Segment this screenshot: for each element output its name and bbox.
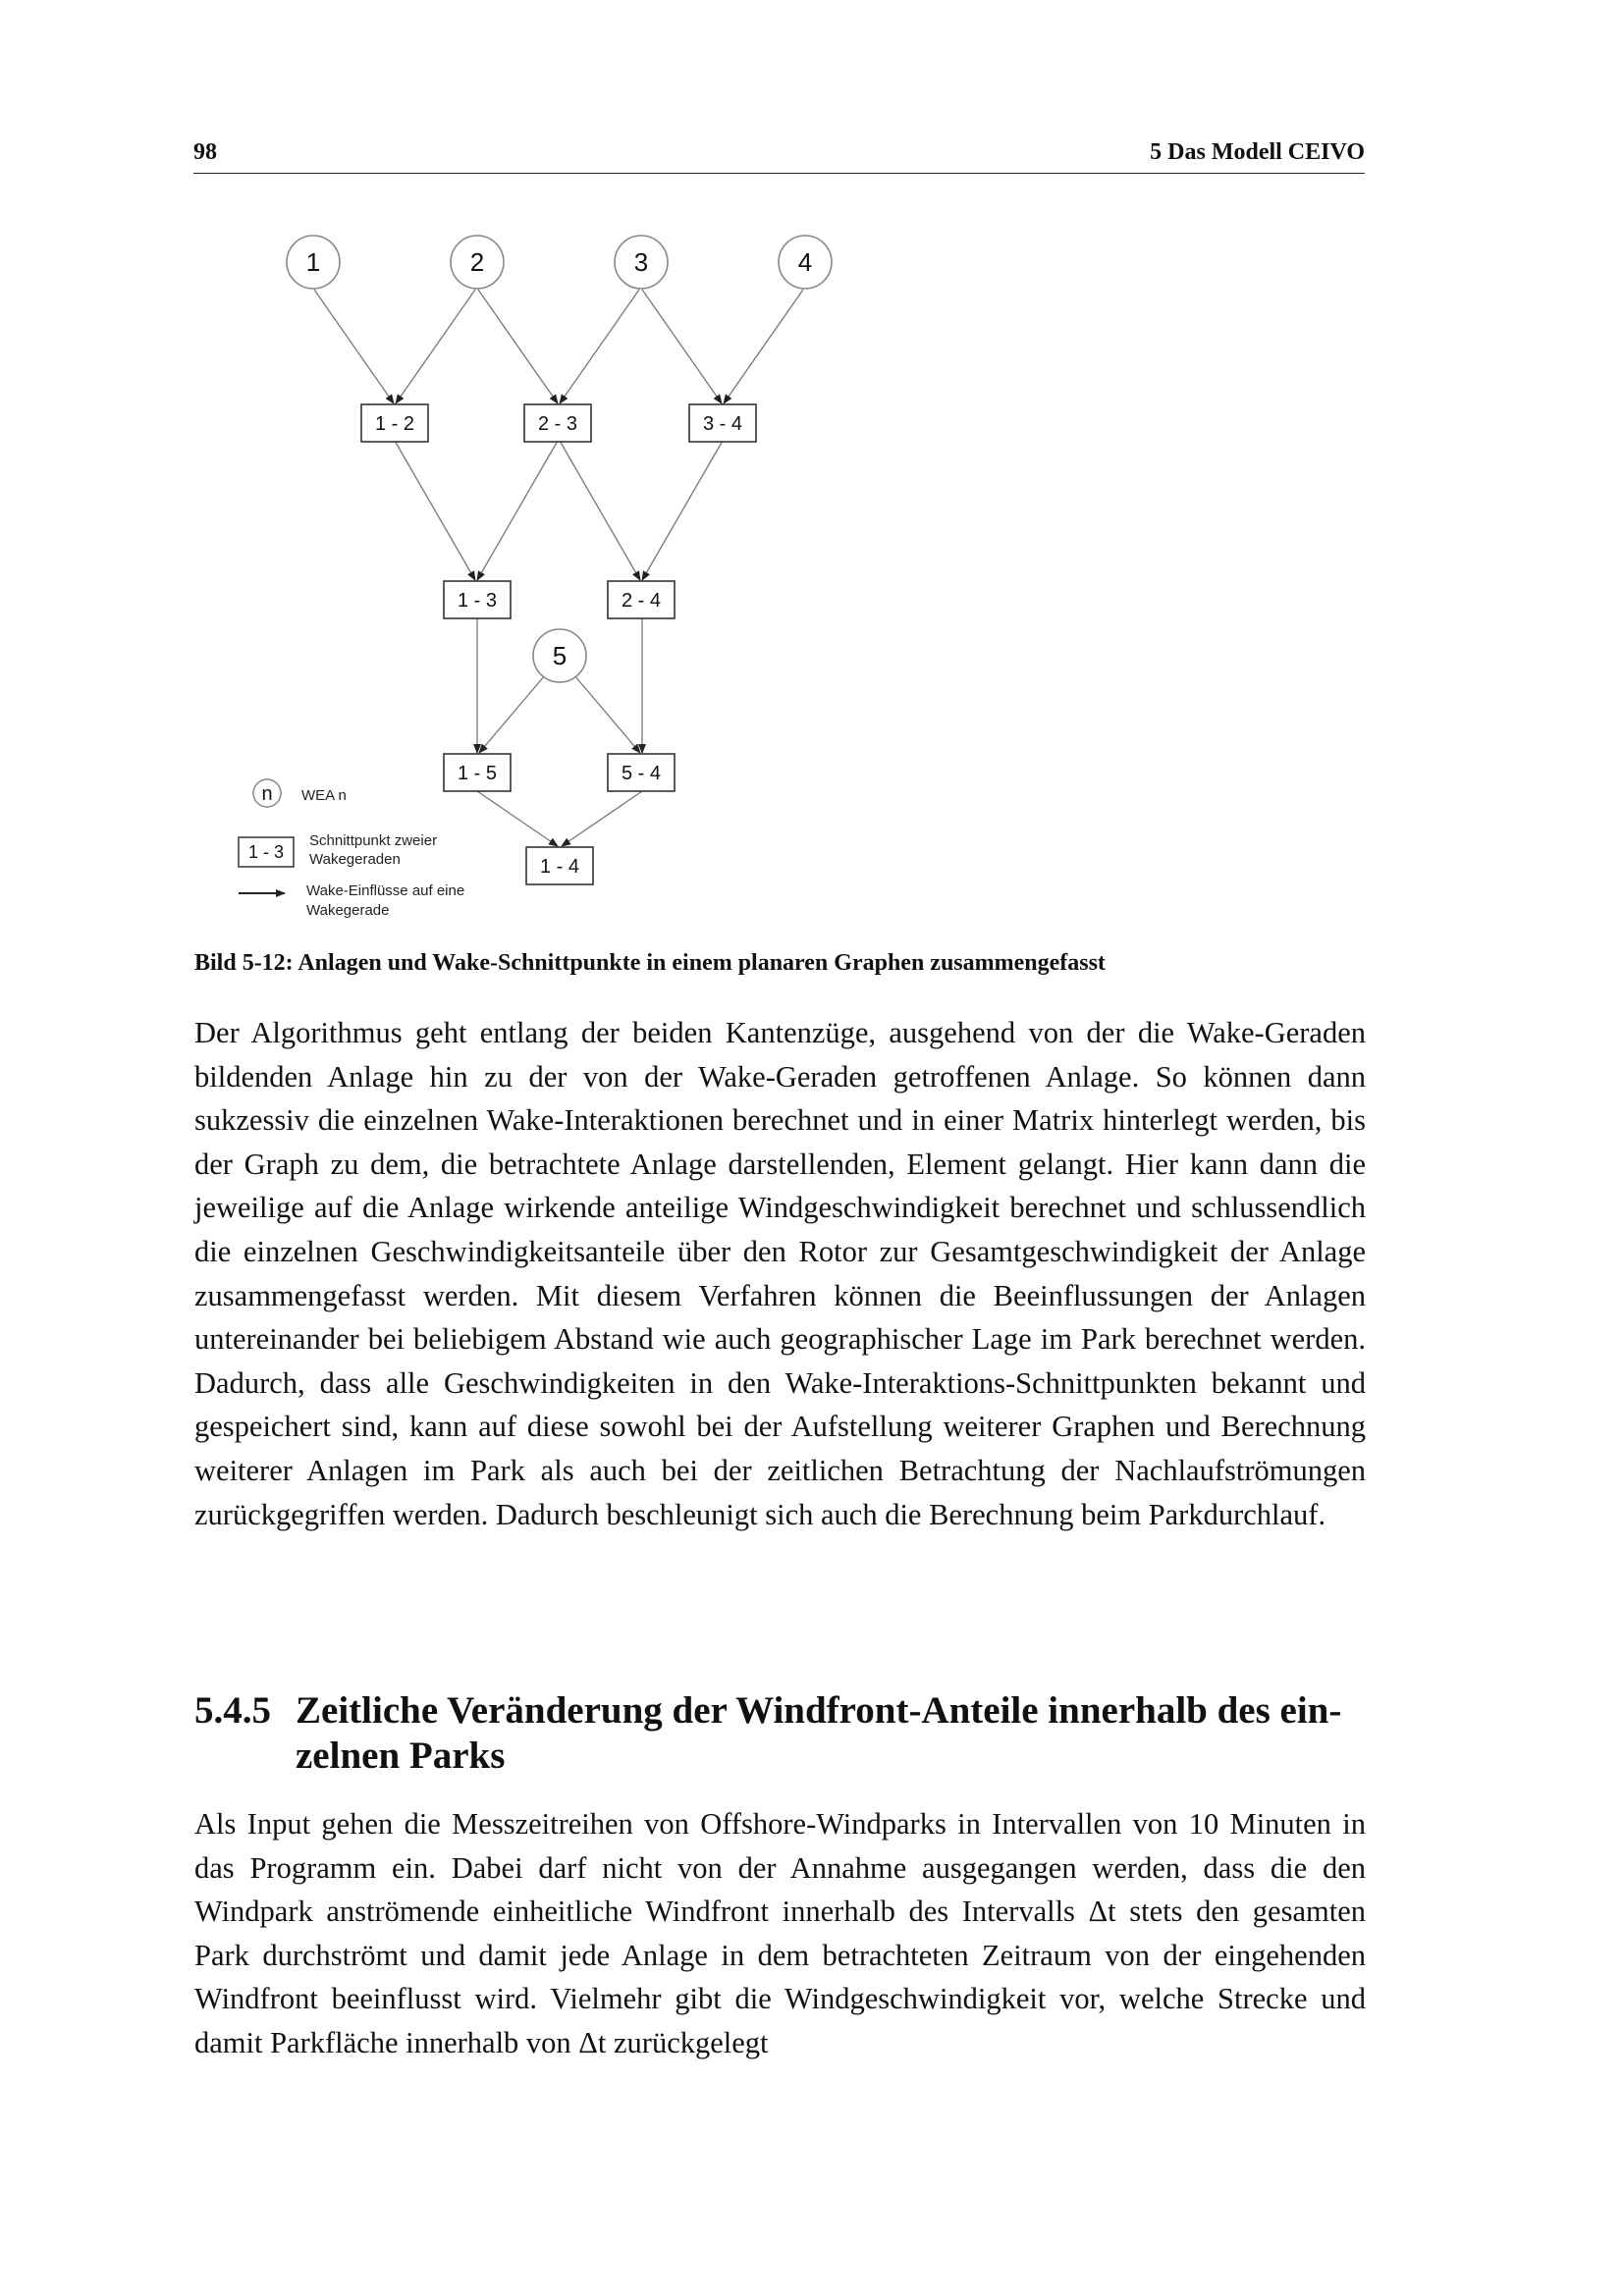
- page-number: 98: [193, 139, 217, 165]
- edge-34-to-24: [642, 441, 723, 580]
- node-1-2-label: 1 - 2: [374, 413, 415, 435]
- legend-circle-symbol: n: [261, 783, 273, 805]
- edge-5-to-54: [574, 675, 640, 753]
- section-title: Zeitliche Veränderung der Windfront-Anteile innerhalb des einzelnen Parks: [296, 1689, 1342, 1777]
- node-1-5-label: 1 - 5: [457, 763, 498, 784]
- figure-caption: Bild 5-12: Anlagen und Wake-Schnittpunkte in einem planaren Graphen zusammengefasst: [194, 950, 1106, 976]
- section-number: 5.4.5: [194, 1689, 271, 1732]
- legend-circle-text: WEA n: [301, 787, 347, 804]
- wake-graph-figure: [0, 0, 1623, 942]
- node-2-3-label: 2 - 3: [537, 413, 578, 435]
- node-3-4-label: 3 - 4: [702, 413, 743, 435]
- chapter-title: 5 Das Modell CEIVO: [1150, 139, 1365, 165]
- edge-3-to-34: [642, 290, 722, 403]
- figure-legend: [239, 779, 464, 919]
- edge-5-to-15: [479, 675, 545, 753]
- edge-1-to-12: [314, 290, 394, 403]
- legend-arrow-text-2: Wakegerade: [306, 902, 390, 919]
- legend-arrow-text-1: Wake-Einflüsse auf eine: [306, 882, 465, 899]
- legend-box-text-2: Wakegeraden: [309, 851, 401, 868]
- turbine-5-label: 5: [552, 641, 568, 670]
- paragraph-input: Als Input gehen die Messzeitreihen von Offshore-Windparks in Intervallen von 10 Minuten in das Programm ein. Dabei darf nicht von der Annahme ausgegangen werden, dass die den Windpark anströmende einheitliche Windfront innerhalb des Intervalls Δt stets den gesamten Park durchströmt und damit jede Anlage in dem betrachteten Zeitraum von der eingehenden Windfront beeinflusst wird. Vielmehr gibt die Windgeschwindigkeit vor, welche Strecke und damit Parkfläche innerhalb von Δt zurückgelegt: [194, 1807, 1366, 2059]
- turbine-4-label: 4: [797, 247, 813, 277]
- edge-4-to-34: [724, 290, 803, 403]
- turbine-1-label: 1: [305, 247, 321, 277]
- turbine-2-label: 2: [469, 247, 485, 277]
- edges: [314, 290, 803, 846]
- edge-15-to-14: [477, 791, 558, 846]
- node-1-3-label: 1 - 3: [457, 590, 498, 612]
- edge-2-to-12: [396, 290, 475, 403]
- edge-12-to-13: [395, 441, 475, 580]
- paragraph-algorithm: Der Algorithmus geht entlang der beiden Kantenzüge, ausgehend von der die Wake-Geraden bildenden Anlage hin zu der von der Wake-Geraden getroffenen Anlage. So können dann sukzessiv die einzelnen Wake-Interaktionen berechnet und in einer Matrix hinterlegt werden, bis der Graph zu dem, die betrachtete Anlage darstellenden, Element gelangt. Hier kann dann die jeweilige auf die Anlage wirkende anteilige Windgeschwindigkeit berechnet und schlussendlich die einzelnen Geschwindigkeitsanteile über den Rotor zur Gesamtgeschwindigkeit der Anlage zusammengefasst werden. Mit diesem Verfahren können die Beeinflussungen der Anlagen untereinander bei beliebigem Abstand wie auch geographischer Lage im Park berechnet werden. Dadurch, dass alle Geschwindigkeiten in den Wake-Interaktions-Schnittpunkten bekannt und gespeichert sind, kann auf diese sowohl bei der Aufstellung weiterer Graphen und Berechnung weiterer Anlagen im Park als auch bei der zeitlichen Betrachtung der Nachlaufströmungen zurückgegriffen werden. Dadurch beschleunigt sich auch die Berechnung beim Parkdurchlauf.: [194, 1016, 1366, 1531]
- node-2-4-label: 2 - 4: [621, 590, 662, 612]
- edge-3-to-23: [560, 290, 639, 403]
- edge-23-to-13: [477, 441, 558, 580]
- turbine-3-label: 3: [633, 247, 649, 277]
- edge-23-to-24: [560, 441, 640, 580]
- legend-box-text-1: Schnittpunkt zweier: [309, 832, 438, 849]
- turbines: [287, 236, 832, 682]
- legend-box-symbol: 1 - 3: [247, 842, 285, 862]
- node-5-4-label: 5 - 4: [621, 763, 662, 784]
- node-1-4-label: 1 - 4: [539, 856, 580, 878]
- edge-54-to-14: [562, 791, 642, 846]
- edge-2-to-23: [478, 290, 558, 403]
